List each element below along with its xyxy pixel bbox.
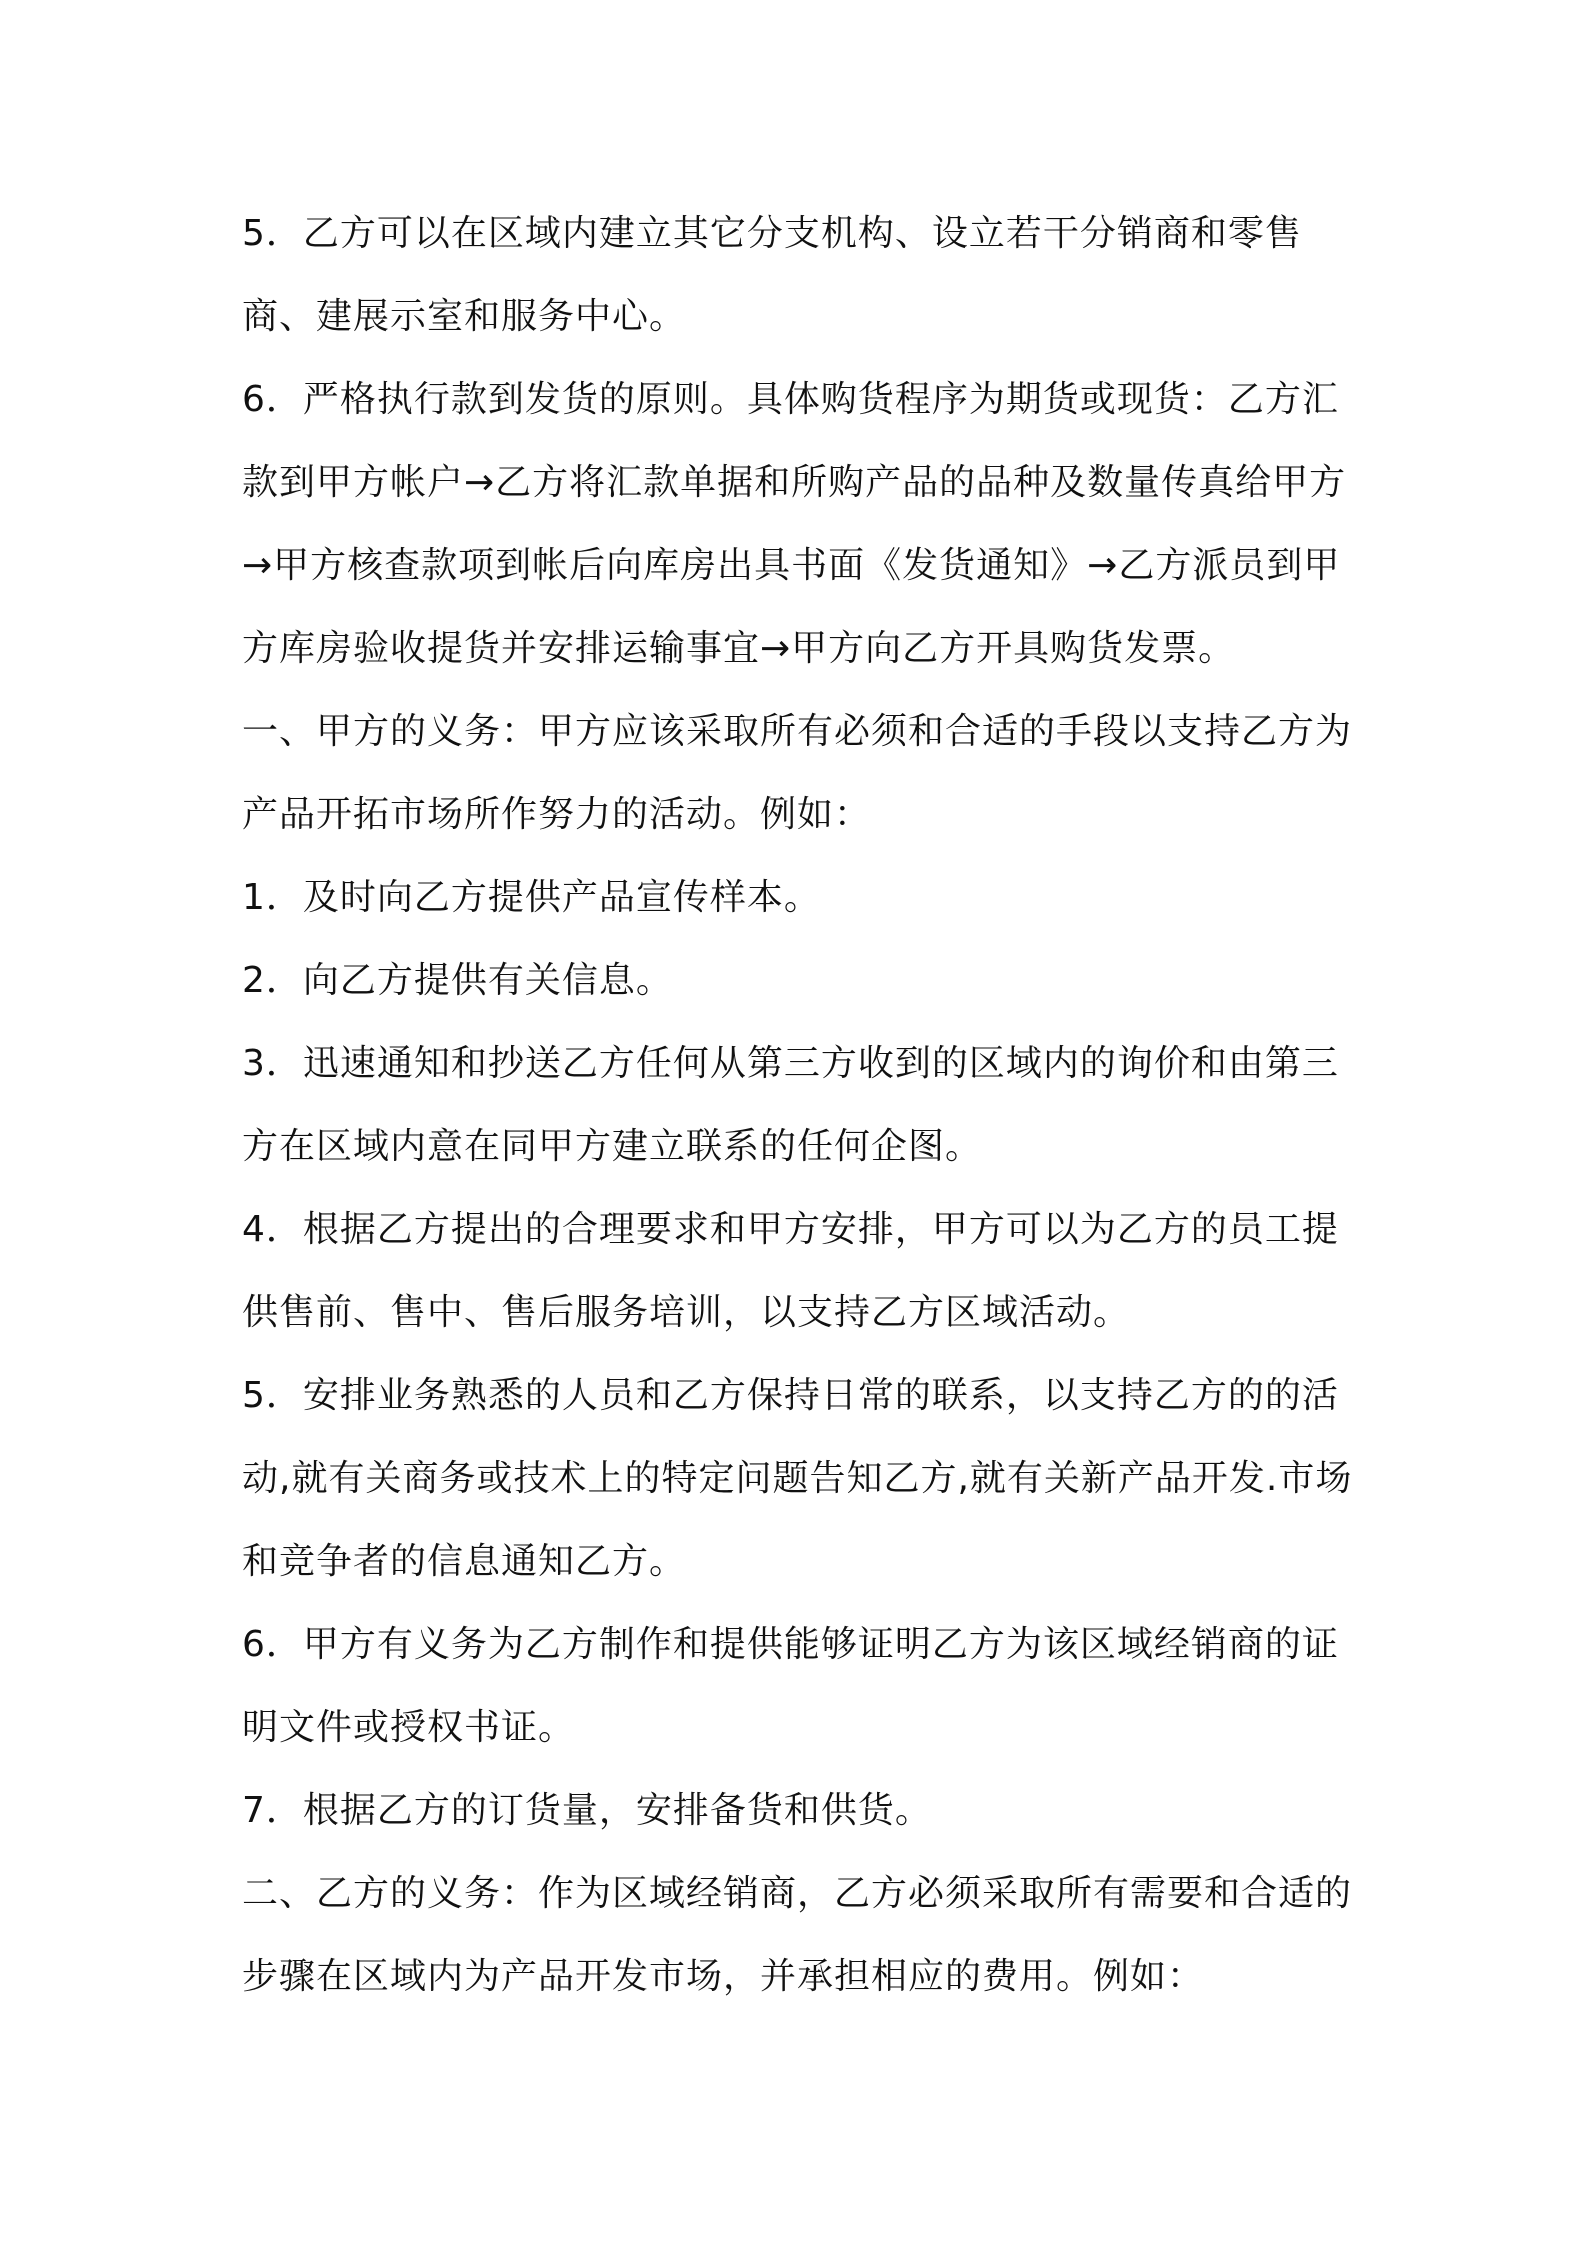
paragraph-a-item-4: 4．根据乙方提出的合理要求和甲方安排，甲方可以为乙方的员工提供售前、售中、售后服务培训，以支持乙方区域活动。 — [242, 1209, 1339, 1333]
document-body — [242, 192, 1362, 2018]
paragraph-a-item-7: 7．根据乙方的订货量，安排备货和供货。 — [242, 1790, 932, 1831]
paragraph-a-item-1: 1．及时向乙方提供产品宣传样本。 — [242, 877, 821, 918]
paragraph-party-b-obligations-heading: 二、乙方的义务：作为区域经销商，乙方必须采取所有需要和合适的步骤在区域内为产品开发市场，并承担相应的费用。例如： — [242, 1873, 1353, 1997]
paragraph-clause-6-payment-procedure: 6．严格执行款到发货的原则。具体购货程序为期货或现货：乙方汇款到甲方帐户→乙方将汇款单据和所购产品的品种及数量传真给甲方→甲方核查款项到帐后向库房出具书面《发货通知》→乙方派员到甲方库房验收提货并安排运输事宜→甲方向乙方开具购货发票。 — [242, 379, 1347, 669]
paragraph-a-item-5: 5．安排业务熟悉的人员和乙方保持日常的联系，以支持乙方的的活动,就有关商务或技术上的特定问题告知乙方,就有关新产品开发.市场和竞争者的信息通知乙方。 — [242, 1375, 1353, 1582]
paragraph-clause-5-branches: 5．乙方可以在区域内建立其它分支机构、设立若干分销商和零售商、建展示室和服务中心。 — [242, 213, 1302, 337]
paragraph-party-a-obligations-heading: 一、甲方的义务：甲方应该采取所有必须和合适的手段以支持乙方为产品开拓市场所作努力的活动。例如： — [242, 711, 1353, 835]
paragraph-a-item-6: 6．甲方有义务为乙方制作和提供能够证明乙方为该区域经销商的证明文件或授权书证。 — [242, 1624, 1339, 1748]
paragraph-a-item-2: 2．向乙方提供有关信息。 — [242, 960, 673, 1001]
paragraph-a-item-3: 3．迅速通知和抄送乙方任何从第三方收到的区域内的询价和由第三方在区域内意在同甲方建立联系的任何企图。 — [242, 1043, 1339, 1167]
